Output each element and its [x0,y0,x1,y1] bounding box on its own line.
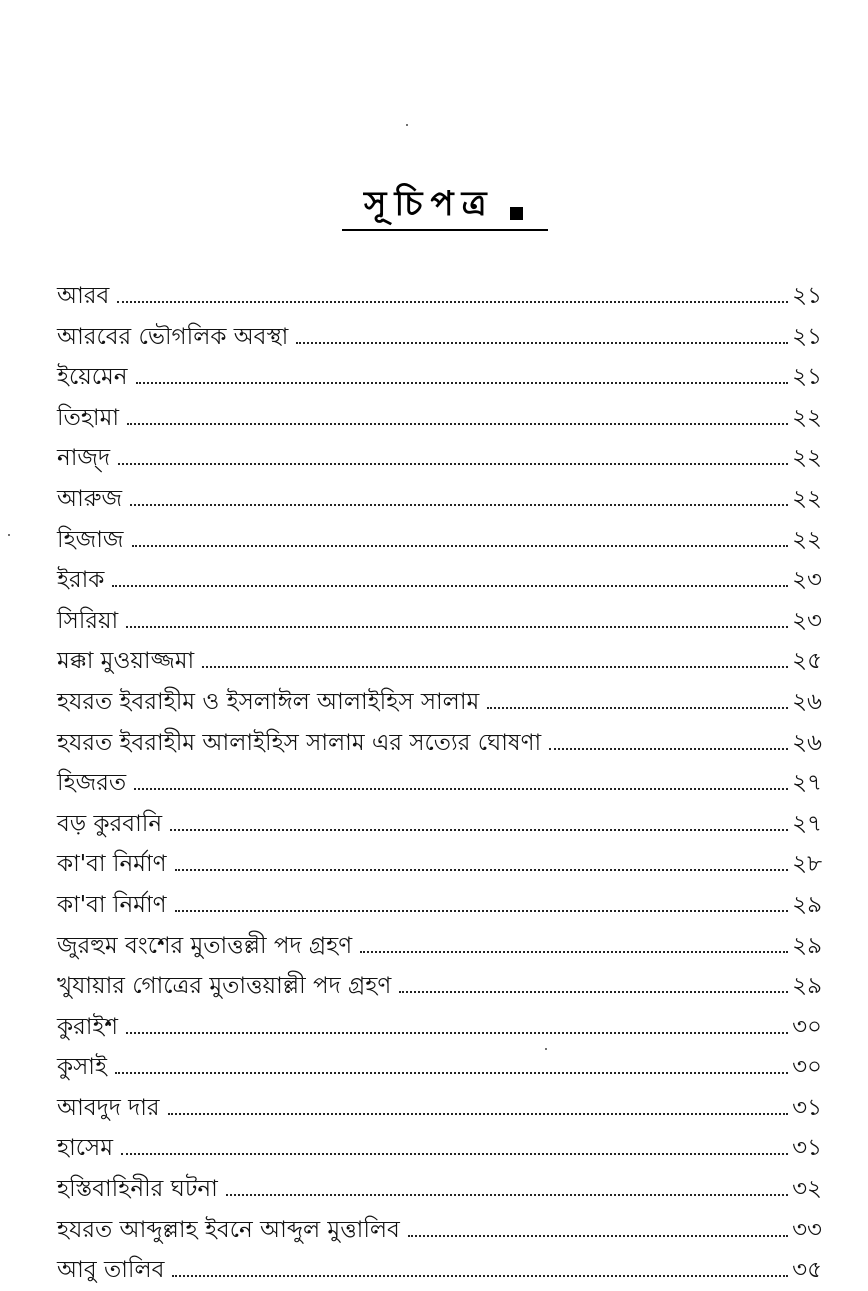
toc-entry [57,1250,822,1291]
contents-heading [342,178,548,238]
toc-entry-title: ইরাক [57,567,105,594]
toc-entry-page: ৩২ [792,1176,822,1203]
toc-entry-title: ইয়েমেন [57,364,128,391]
dot-leader [202,666,788,668]
dot-leader [136,382,789,384]
toc-entry-title: আরুজ [57,485,123,512]
toc-entry-page: ২৭ [792,770,822,797]
toc-entry-title: হাসেম [57,1135,113,1162]
dot-leader [408,1235,788,1237]
toc-entry [57,885,822,926]
toc-entry [57,966,822,1007]
toc-entry-page: ৩০ [792,1013,822,1040]
dot-leader [360,951,788,953]
toc-entry [57,1169,822,1210]
toc-entry [57,601,822,642]
dot-leader [134,788,788,790]
toc-entry-title: মক্কা মুওয়াজ্জমা [57,648,195,675]
toc-entry-title: হস্তিবাহিনীর ঘটনা [57,1176,218,1203]
toc-entry-page: ৩৫ [792,1257,822,1284]
toc-entry-page: ২১ [792,283,822,309]
toc-entry [57,682,822,723]
dot-leader [175,869,789,871]
toc-entry-title: সিরিয়া [57,607,119,634]
toc-entry-title: হিজাজ [57,526,124,553]
toc-entry [57,641,822,682]
toc-entry-page: ৩৩ [792,1216,822,1243]
toc-entry [57,1007,822,1048]
dot-leader [112,585,788,587]
toc-entry-title: কুসাই [57,1054,107,1081]
toc-entry-page: ২৩ [792,607,822,634]
toc-entry-page: ২৬ [792,729,822,756]
toc-entry-title: হিজরত [57,770,127,797]
toc-entry-title: নাজ্দ [57,445,111,472]
toc-entry-title: জুরহুম বংশের মুতাত্তল্লী পদ গ্রহণ [57,932,353,959]
dot-leader [121,1153,788,1155]
dot-leader [172,1275,788,1277]
toc-entry-title: আরব [57,283,110,309]
toc-entry [57,844,822,885]
toc-entry [57,1128,822,1169]
toc-entry-page: ২২ [792,404,822,431]
toc-entry-page: ২১ [792,364,822,391]
table-of-contents [57,276,822,1291]
toc-entry [57,1047,822,1088]
title-underline [342,229,548,231]
toc-entry [57,926,822,967]
toc-entry-page: ২৭ [792,810,822,837]
toc-entry-page: ২২ [792,485,822,512]
toc-entry [57,520,822,561]
toc-entry [57,276,822,317]
dot-leader [118,463,788,465]
toc-entry-title: কুরাইশ [57,1013,118,1040]
toc-entry [57,560,822,601]
dot-leader [168,1113,789,1115]
toc-entry-title: আবু তালিব [57,1257,165,1284]
toc-entry [57,1210,822,1251]
toc-entry-title: আবদুদ দার [57,1094,160,1121]
dot-leader [487,707,788,709]
toc-entry-title: বড় কুরবানি [57,810,163,837]
toc-entry-title: কা'বা নির্মাণ [57,851,167,878]
toc-entry-title: তিহামা [57,404,120,431]
dot-leader [549,748,788,750]
toc-entry-page: ২২ [792,445,822,472]
toc-entry-page: ২৮ [792,851,822,878]
dot-leader [126,626,788,628]
toc-entry-title: হযরত ইবরাহীম ও ইসলাঈল আলাইহিস সালাম [57,688,480,715]
dot-leader [296,342,788,344]
toc-entry-page: ২৯ [792,891,822,918]
toc-entry-title: আরবের ভৌগলিক অবস্থা [57,323,289,350]
toc-entry [57,479,822,520]
toc-entry [57,398,822,439]
toc-entry [57,723,822,764]
toc-entry-title: কা'বা নির্মাণ [57,891,167,918]
toc-entry [57,763,822,804]
toc-entry-page: ২৯ [792,932,822,959]
toc-entry [57,438,822,479]
dot-leader [132,545,789,547]
dot-leader [127,423,788,425]
print-speck [406,124,408,126]
page-title: সূচিপত্র [364,184,495,224]
dot-leader [175,910,789,912]
dot-leader [226,1194,788,1196]
toc-entry-page: ২৩ [792,567,822,594]
toc-entry-title: হযরত আব্দুল্লাহ ইবনে আব্দুল মুত্তালিব [57,1216,400,1243]
dot-leader [170,829,788,831]
dot-leader [399,991,788,993]
dot-leader [126,1032,788,1034]
toc-entry-page: ২২ [792,526,822,553]
toc-entry [57,804,822,845]
print-speck [8,534,10,536]
dot-leader [115,1072,788,1074]
dot-leader [117,301,788,303]
toc-entry [57,317,822,358]
toc-entry-page: ২৯ [792,973,822,1000]
dot-leader [130,504,788,506]
toc-entry-page: ২১ [792,323,822,350]
toc-entry-page: ৩০ [792,1054,822,1081]
toc-entry-page: ৩১ [792,1094,822,1121]
title-square-ornament [510,207,523,220]
toc-entry [57,1088,822,1129]
toc-entry-page: ২৬ [792,688,822,715]
toc-entry-page: ২৫ [792,648,822,675]
toc-entry [57,357,822,398]
toc-entry-page: ৩১ [792,1135,822,1162]
toc-entry-title: খুযায়ার গোত্রের মুতাত্তয়াল্লী পদ গ্রহণ [57,973,392,1000]
toc-entry-title: হযরত ইবরাহীম আলাইহিস সালাম এর সত্যের ঘোষণা [57,729,542,756]
